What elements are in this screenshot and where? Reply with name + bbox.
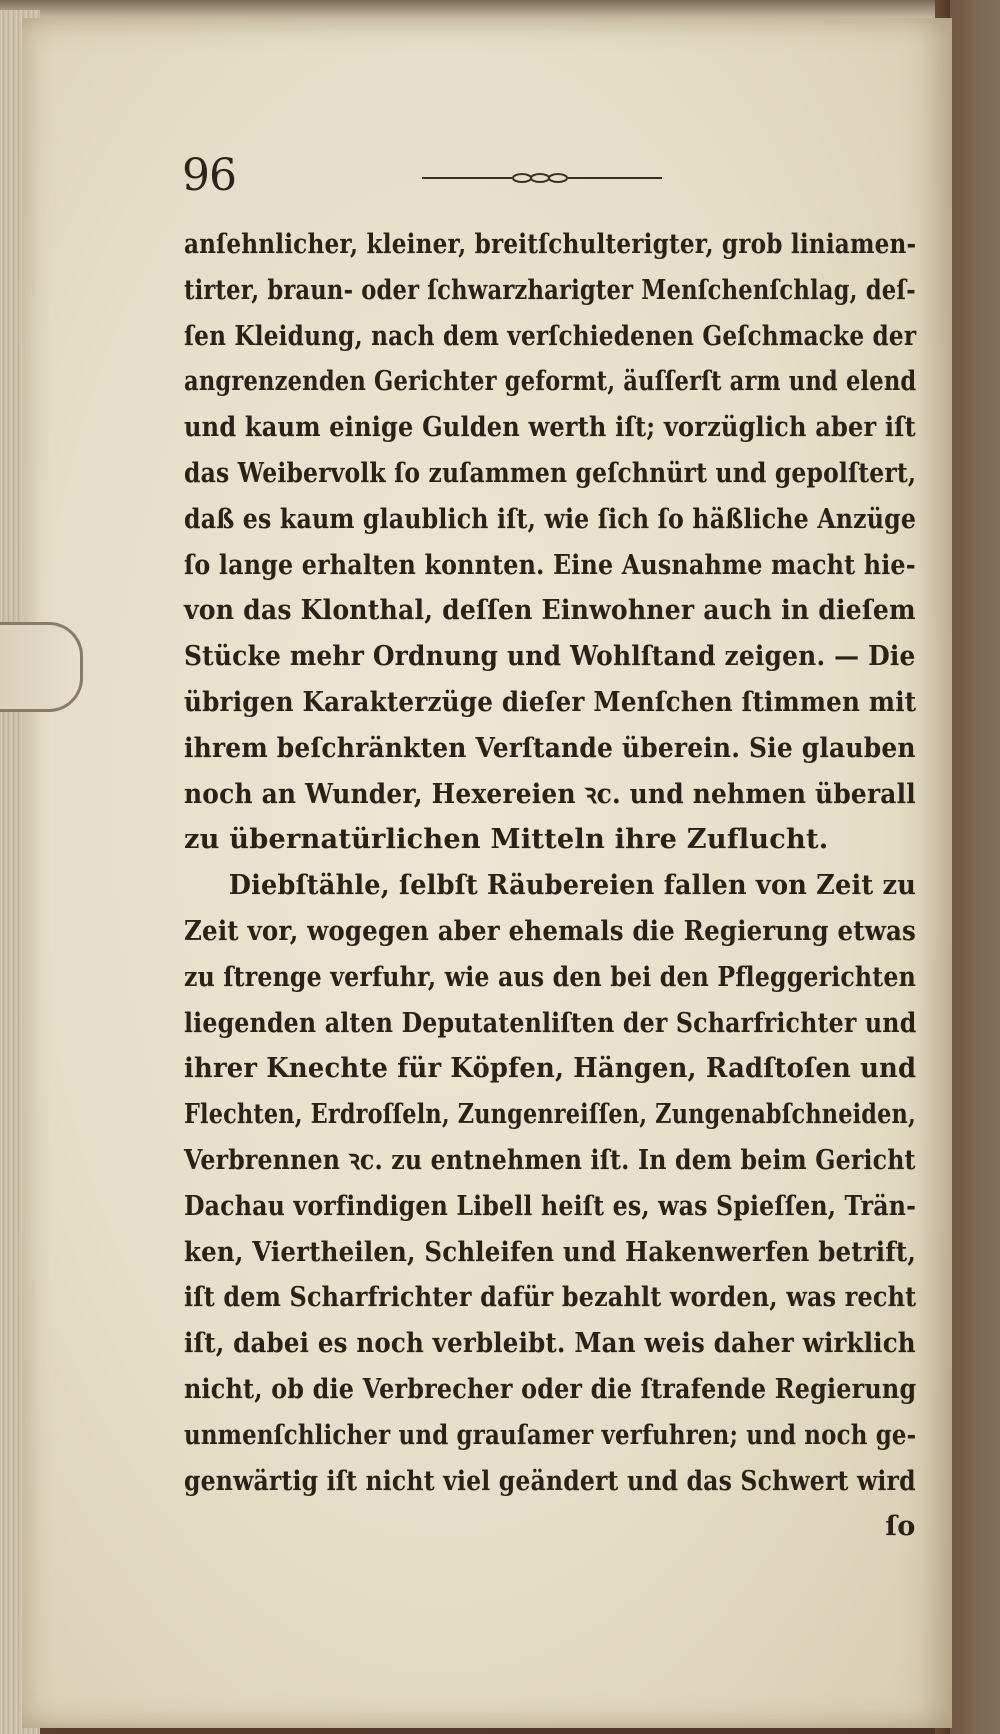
text-line: Diebſtähle, ſelbſt Räubereien fallen von Zeit zu (228, 869, 917, 902)
text-line: Stücke mehr Ordnung und Wohlſtand zeigen. — Die (184, 640, 916, 673)
text-line: anſehnlicher, kleiner, breitſchulterigter, grob liniamen- (184, 228, 917, 260)
text-line: iſt, dabei es noch verbleibt. Man weis daher wirklich (184, 1327, 916, 1360)
next-page-edge (950, 0, 1000, 1734)
text-line: unmenſchlicher und grauſamer verfuhren; und noch ge- (184, 1418, 917, 1451)
text-line: liegenden alten Deputatenliſten der Scharfrichter und (184, 1006, 917, 1039)
text-line: Zeit vor, wogegen aber ehemals die Regierung etwas (184, 914, 917, 947)
text-line: zu übernatürlichen Mitteln ihre Zuflucht. (184, 823, 829, 856)
text-line: und kaum einige Gulden werth iſt; vorzüglich aber iſt (184, 411, 916, 444)
text-line: ſen Kleidung, nach dem verſchiedenen Geſchmacke der (184, 319, 917, 352)
bookmark-tab (0, 622, 83, 712)
text-line: Flechten, Erdroſſeln, Zungenreiſſen, Zungenabſchneiden, (184, 1098, 916, 1131)
text-line: daß es kaum glaublich iſt, wie ſich ſo häßliche Anzüge (184, 502, 917, 535)
text-line: Dachau vorfindigen Libell heiſt es, was Spieſſen, Trän- (184, 1189, 917, 1222)
text-line: angrenzenden Gerichter geformt, äuſſerſt arm und elend (184, 365, 917, 398)
text-line: noch an Wunder, Hexereien ꝛc. und nehmen überall (184, 777, 916, 810)
text-line: zu ſtrenge verfuhr, wie aus den bei den Pfleggerichten (184, 960, 916, 993)
text-line: genwärtig iſt nicht viel geändert und das Schwert wird (184, 1464, 916, 1497)
text-line: nicht, ob die Verbrecher oder die ſtrafende Regierung (184, 1372, 917, 1405)
page-number: 96 (182, 150, 236, 201)
text-line: das Weibervolk ſo zuſammen geſchnürt und gepolſtert, (184, 456, 917, 489)
text-line: ihrem beſchränkten Verſtande überein. Sie glauben (184, 731, 916, 764)
text-line: ſo (885, 1510, 916, 1543)
text-line: Verbrennen ꝛc. zu entnehmen iſt. In dem beim Gericht (184, 1143, 916, 1176)
text-line: ken, Viertheilen, Schleifen und Hakenwerfen betrift, (184, 1235, 917, 1268)
text-line: ihrer Knechte für Köpfen, Hängen, Radſtoſen und (184, 1052, 917, 1085)
text-line: übrigen Karakterzüge dieſer Menſchen ſtimmen mit (184, 685, 917, 718)
body-text (184, 222, 924, 1550)
page-header (182, 150, 742, 200)
text-line: ſo lange erhalten konnten. Eine Ausnahme macht hie- (184, 548, 916, 581)
header-ornament-icon (422, 172, 662, 184)
text-line: von das Klonthal, deſſen Einwohner auch in dieſem (184, 594, 916, 627)
text-line: tirter, braun- oder ſchwarzharigter Menſchenſchlag, deſ- (184, 273, 916, 306)
text-line: iſt dem Scharfrichter dafür bezahlt worden, was recht (184, 1281, 917, 1314)
